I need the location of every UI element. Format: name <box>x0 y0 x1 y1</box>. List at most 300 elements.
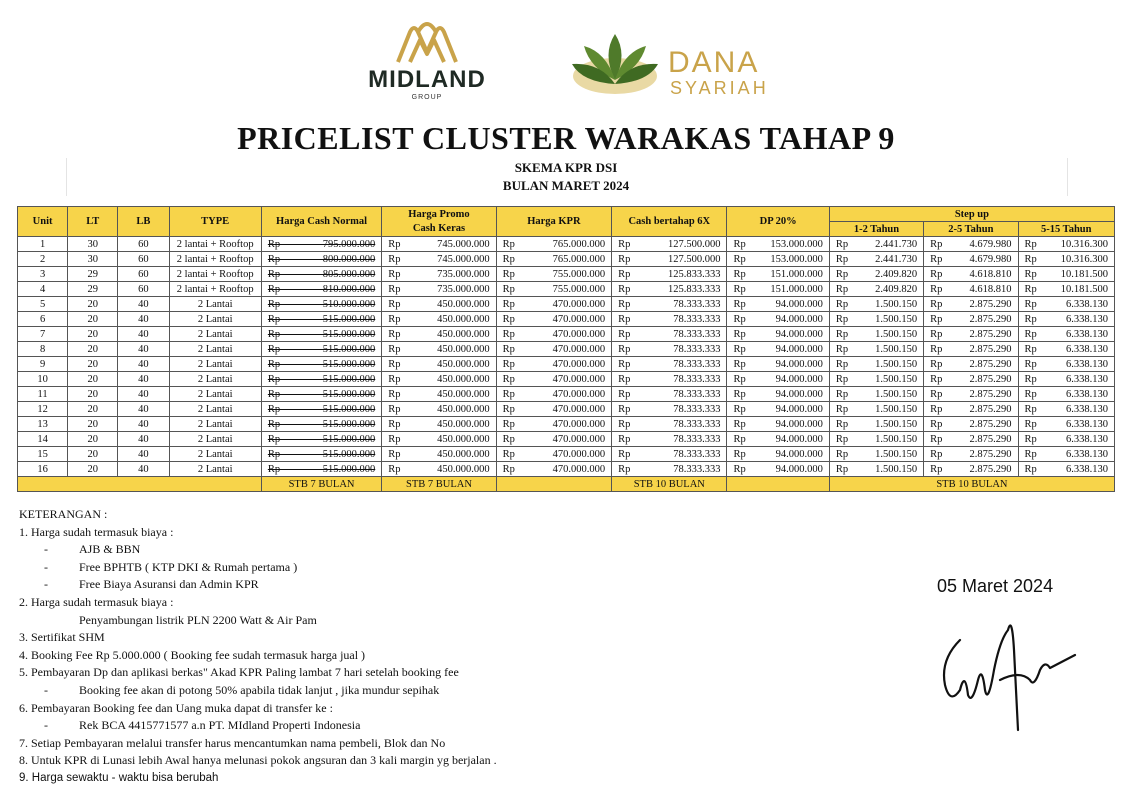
currency-label: Rp <box>930 283 943 295</box>
currency-label: Rp <box>1024 418 1037 430</box>
currency-label: Rp <box>733 343 746 355</box>
amount-value: 94.000.000 <box>775 433 823 445</box>
currency-label: Rp <box>1024 238 1037 250</box>
cell-s3 <box>1018 372 1115 387</box>
amount-value: 450.000.000 <box>437 313 490 325</box>
amount-value: 4.618.810 <box>969 268 1012 280</box>
amount-value: 755.000.000 <box>552 283 606 295</box>
amount-value: 78.333.333 <box>673 388 721 400</box>
amount-value: 470.000.000 <box>552 433 606 445</box>
cell-lb: 40 <box>118 372 169 387</box>
bullet-dash: - <box>44 559 48 574</box>
currency-label: Rp <box>733 418 746 430</box>
cell-dp <box>727 357 829 372</box>
currency-label: Rp <box>388 343 401 355</box>
amount-value: 1.500.150 <box>875 358 918 370</box>
currency-label: Rp <box>1024 388 1037 400</box>
cell-s1 <box>829 447 923 462</box>
col-lt: LT <box>68 207 118 237</box>
currency-label: Rp <box>733 268 746 280</box>
amount-value: 2.875.290 <box>969 463 1012 475</box>
amount-value: 6.338.130 <box>1066 448 1108 460</box>
cell-lt: 20 <box>68 432 118 447</box>
cell-s2 <box>924 312 1018 327</box>
amount-value: 470.000.000 <box>552 298 606 310</box>
cell-type: 2 Lantai <box>169 357 261 372</box>
note-5a <box>19 682 619 700</box>
cell-normal <box>261 267 381 282</box>
note-6: 6. Pembayaran Booking fee dan Uang muka dapat di transfer ke : <box>19 700 333 715</box>
cell-promo <box>382 327 496 342</box>
cell-kpr <box>496 267 611 282</box>
cell-dp <box>727 417 829 432</box>
amount-value: 2.875.290 <box>969 313 1012 325</box>
amount-value: 515.000.000 <box>322 328 376 340</box>
note-4: 4. Booking Fee Rp 5.000.000 ( Booking fee sudah termasuk harga jual ) <box>19 647 366 662</box>
cell-s2 <box>924 252 1018 267</box>
cell-unit: 3 <box>18 267 68 282</box>
amount-value: 1.500.150 <box>875 388 918 400</box>
amount-value: 78.333.333 <box>673 403 721 415</box>
cell-promo <box>382 342 496 357</box>
note-1b-text: Free BPHTB ( KTP DKI & Rumah pertama ) <box>79 559 298 574</box>
col-stepup-3: 5-15 Tahun <box>1018 222 1115 237</box>
cell-promo <box>382 402 496 417</box>
bullet-dash: - <box>44 718 48 733</box>
cell-type: 2 Lantai <box>169 447 261 462</box>
currency-label: Rp <box>618 463 631 475</box>
amount-value: 127.500.000 <box>667 253 721 265</box>
cell-s3 <box>1018 267 1115 282</box>
table-body <box>18 237 1115 477</box>
amount-value: 94.000.000 <box>775 418 823 430</box>
currency-label: Rp <box>733 403 746 415</box>
currency-label: Rp <box>388 358 401 370</box>
table-row <box>18 297 1115 312</box>
cell-bertahap <box>612 402 727 417</box>
cell-lb: 60 <box>118 237 169 252</box>
cell-bertahap <box>612 342 727 357</box>
currency-label: Rp <box>733 463 746 475</box>
amount-value: 470.000.000 <box>552 418 606 430</box>
cell-bertahap <box>612 357 727 372</box>
logo-bar <box>0 18 1132 113</box>
cell-type: 2 lantai + Rooftop <box>169 282 261 297</box>
cell-s3 <box>1018 402 1115 417</box>
cell-normal <box>261 462 381 477</box>
currency-label: Rp <box>733 238 746 250</box>
cell-s2 <box>924 327 1018 342</box>
cell-unit: 16 <box>18 462 68 477</box>
cell-dp <box>727 342 829 357</box>
currency-label: Rp <box>267 448 281 460</box>
amount-value: 515.000.000 <box>322 433 376 445</box>
currency-label: Rp <box>1024 298 1037 310</box>
cell-promo <box>382 357 496 372</box>
table-row <box>18 342 1115 357</box>
amount-value: 10.181.500 <box>1060 268 1108 280</box>
cell-normal <box>261 402 381 417</box>
amount-value: 153.000.000 <box>770 238 823 250</box>
cell-normal <box>261 372 381 387</box>
amount-value: 450.000.000 <box>437 328 490 340</box>
cell-dp <box>727 312 829 327</box>
currency-label: Rp <box>835 418 849 430</box>
cell-lt: 20 <box>68 387 118 402</box>
cell-lb: 40 <box>118 417 169 432</box>
amount-value: 6.338.130 <box>1066 343 1108 355</box>
note-1a-text: AJB & BBN <box>79 542 141 557</box>
cell-lb: 40 <box>118 357 169 372</box>
cell-bertahap <box>612 312 727 327</box>
cell-promo <box>382 417 496 432</box>
currency-label: Rp <box>267 433 281 445</box>
amount-value: 6.338.130 <box>1066 328 1108 340</box>
syariah-word: SYARIAH <box>670 78 769 98</box>
amount-value: 4.679.980 <box>969 238 1012 250</box>
amount-value: 810.000.000 <box>322 283 376 295</box>
currency-label: Rp <box>618 358 631 370</box>
currency-label: Rp <box>388 283 401 295</box>
amount-value: 515.000.000 <box>322 313 376 325</box>
cell-s1 <box>829 417 923 432</box>
amount-value: 2.875.290 <box>969 358 1012 370</box>
amount-value: 2.441.730 <box>875 253 918 265</box>
amount-value: 800.000.000 <box>322 253 376 265</box>
amount-value: 450.000.000 <box>437 448 490 460</box>
cell-type: 2 lantai + Rooftop <box>169 252 261 267</box>
amount-value: 755.000.000 <box>552 268 606 280</box>
signature-icon <box>930 610 1080 740</box>
col-stepup: Step up <box>829 207 1114 222</box>
note-1a <box>19 541 619 559</box>
cell-lb: 40 <box>118 312 169 327</box>
currency-label: Rp <box>835 328 849 340</box>
amount-value: 470.000.000 <box>552 343 606 355</box>
currency-label: Rp <box>618 238 631 250</box>
cell-kpr <box>496 432 611 447</box>
amount-value: 1.500.150 <box>875 418 918 430</box>
currency-label: Rp <box>930 343 943 355</box>
currency-label: Rp <box>835 373 849 385</box>
cell-s1 <box>829 387 923 402</box>
cell-bertahap <box>612 417 727 432</box>
cell-promo <box>382 432 496 447</box>
cell-dp <box>727 462 829 477</box>
cell-kpr <box>496 402 611 417</box>
currency-label: Rp <box>502 418 515 430</box>
cell-unit: 7 <box>18 327 68 342</box>
cell-dp <box>727 387 829 402</box>
cell-dp <box>727 267 829 282</box>
cell-normal <box>261 417 381 432</box>
currency-label: Rp <box>1024 448 1037 460</box>
currency-label: Rp <box>388 403 401 415</box>
cell-s1 <box>829 357 923 372</box>
midland-logo <box>362 18 492 113</box>
amount-value: 1.500.150 <box>875 343 918 355</box>
amount-value: 78.333.333 <box>673 433 721 445</box>
amount-value: 1.500.150 <box>875 373 918 385</box>
cell-promo <box>382 237 496 252</box>
currency-label: Rp <box>267 313 281 325</box>
cell-s3 <box>1018 462 1115 477</box>
cell-normal <box>261 342 381 357</box>
amount-value: 795.000.000 <box>322 238 376 250</box>
cell-s2 <box>924 387 1018 402</box>
currency-label: Rp <box>267 358 281 370</box>
cell-type: 2 Lantai <box>169 432 261 447</box>
cell-normal <box>261 252 381 267</box>
amount-value: 515.000.000 <box>322 358 376 370</box>
cell-normal <box>261 312 381 327</box>
currency-label: Rp <box>388 463 401 475</box>
amount-value: 94.000.000 <box>775 298 823 310</box>
cell-unit: 8 <box>18 342 68 357</box>
cell-lb: 40 <box>118 342 169 357</box>
amount-value: 6.338.130 <box>1066 298 1108 310</box>
cell-dp <box>727 297 829 312</box>
note-1b <box>19 559 619 577</box>
amount-value: 450.000.000 <box>437 403 490 415</box>
currency-label: Rp <box>502 238 515 250</box>
cell-lt: 20 <box>68 372 118 387</box>
table-row <box>18 327 1115 342</box>
currency-label: Rp <box>733 298 746 310</box>
amount-value: 450.000.000 <box>437 463 490 475</box>
cell-s3 <box>1018 312 1115 327</box>
table-row <box>18 237 1115 252</box>
cell-unit: 14 <box>18 432 68 447</box>
cell-dp <box>727 327 829 342</box>
cell-type: 2 lantai + Rooftop <box>169 267 261 282</box>
cell-lb: 60 <box>118 267 169 282</box>
dana-syariah-logo <box>570 28 790 108</box>
cell-promo <box>382 252 496 267</box>
amount-value: 6.338.130 <box>1066 313 1108 325</box>
currency-label: Rp <box>835 313 849 325</box>
currency-label: Rp <box>930 433 943 445</box>
amount-value: 94.000.000 <box>775 328 823 340</box>
cell-lb: 40 <box>118 387 169 402</box>
currency-label: Rp <box>1024 268 1037 280</box>
currency-label: Rp <box>502 463 515 475</box>
cell-s1 <box>829 252 923 267</box>
currency-label: Rp <box>930 253 943 265</box>
currency-label: Rp <box>388 268 401 280</box>
currency-label: Rp <box>502 403 515 415</box>
footer-dp <box>727 477 829 492</box>
cell-bertahap <box>612 387 727 402</box>
cell-lt: 20 <box>68 342 118 357</box>
col-bertahap: Cash bertahap 6X <box>612 207 727 237</box>
cell-type: 2 Lantai <box>169 387 261 402</box>
cell-s1 <box>829 342 923 357</box>
note-1c-text: Free Biaya Asuransi dan Admin KPR <box>79 577 259 592</box>
cell-lt: 20 <box>68 417 118 432</box>
footer-stepup: STB 10 BULAN <box>829 477 1114 492</box>
table-header-row <box>18 207 1115 222</box>
cell-kpr <box>496 447 611 462</box>
cell-type: 2 Lantai <box>169 297 261 312</box>
currency-label: Rp <box>502 253 515 265</box>
amount-value: 6.338.130 <box>1066 463 1108 475</box>
amount-value: 515.000.000 <box>322 373 376 385</box>
amount-value: 450.000.000 <box>437 433 490 445</box>
cell-s3 <box>1018 447 1115 462</box>
cell-type: 2 lantai + Rooftop <box>169 237 261 252</box>
notes-section <box>19 506 619 788</box>
cell-s2 <box>924 342 1018 357</box>
currency-label: Rp <box>388 388 401 400</box>
cell-normal <box>261 327 381 342</box>
amount-value: 470.000.000 <box>552 388 606 400</box>
period-subtitle: BULAN MARET 2024 <box>502 178 630 193</box>
cell-s2 <box>924 237 1018 252</box>
amount-value: 6.338.130 <box>1066 433 1108 445</box>
cell-lb: 40 <box>118 297 169 312</box>
amount-value: 6.338.130 <box>1066 418 1108 430</box>
amount-value: 6.338.130 <box>1066 358 1108 370</box>
col-type: TYPE <box>169 207 261 237</box>
col-promo-line1: Harga Promo <box>408 208 470 220</box>
cell-bertahap <box>612 447 727 462</box>
cell-kpr <box>496 462 611 477</box>
currency-label: Rp <box>618 433 631 445</box>
cell-kpr <box>496 312 611 327</box>
amount-value: 470.000.000 <box>552 463 606 475</box>
amount-value: 2.441.730 <box>875 238 918 250</box>
col-unit: Unit <box>18 207 68 237</box>
table-row <box>18 387 1115 402</box>
currency-label: Rp <box>267 418 281 430</box>
amount-value: 2.875.290 <box>969 388 1012 400</box>
currency-label: Rp <box>502 268 515 280</box>
currency-label: Rp <box>1024 313 1037 325</box>
currency-label: Rp <box>502 283 515 295</box>
currency-label: Rp <box>733 283 746 295</box>
cell-s1 <box>829 432 923 447</box>
midland-emblem-icon <box>392 18 462 68</box>
bullet-dash: - <box>44 577 48 592</box>
cell-lb: 40 <box>118 402 169 417</box>
amount-value: 2.409.820 <box>875 283 918 295</box>
cell-dp <box>727 282 829 297</box>
amount-value: 94.000.000 <box>775 388 823 400</box>
amount-value: 10.316.300 <box>1060 238 1108 250</box>
cell-type: 2 Lantai <box>169 327 261 342</box>
currency-label: Rp <box>733 433 746 445</box>
currency-label: Rp <box>1024 343 1037 355</box>
currency-label: Rp <box>930 238 943 250</box>
cell-s3 <box>1018 357 1115 372</box>
col-stepup-1: 1-2 Tahun <box>829 222 923 237</box>
cell-lt: 20 <box>68 357 118 372</box>
currency-label: Rp <box>502 373 515 385</box>
cell-promo <box>382 462 496 477</box>
note-2a: Penyambungan listrik PLN 2200 Watt & Air Pam <box>79 612 317 627</box>
cell-s2 <box>924 402 1018 417</box>
currency-label: Rp <box>1024 253 1037 265</box>
currency-label: Rp <box>1024 403 1037 415</box>
currency-label: Rp <box>930 268 943 280</box>
cell-lb: 40 <box>118 327 169 342</box>
amount-value: 470.000.000 <box>552 358 606 370</box>
amount-value: 1.500.150 <box>875 463 918 475</box>
amount-value: 2.875.290 <box>969 298 1012 310</box>
cell-unit: 2 <box>18 252 68 267</box>
currency-label: Rp <box>388 448 401 460</box>
cell-bertahap <box>612 252 727 267</box>
cell-promo <box>382 267 496 282</box>
cell-s2 <box>924 432 1018 447</box>
cell-bertahap <box>612 432 727 447</box>
cell-bertahap <box>612 327 727 342</box>
cell-s3 <box>1018 252 1115 267</box>
cell-s2 <box>924 297 1018 312</box>
cell-normal <box>261 432 381 447</box>
currency-label: Rp <box>1024 433 1037 445</box>
dana-word: DANA <box>668 46 760 79</box>
currency-label: Rp <box>930 388 943 400</box>
currency-label: Rp <box>267 388 281 400</box>
cell-dp <box>727 447 829 462</box>
cell-dp <box>727 402 829 417</box>
cell-s3 <box>1018 297 1115 312</box>
amount-value: 2.875.290 <box>969 328 1012 340</box>
footer-empty <box>18 477 262 492</box>
currency-label: Rp <box>502 298 515 310</box>
cell-unit: 10 <box>18 372 68 387</box>
cell-bertahap <box>612 237 727 252</box>
bullet-dash: - <box>44 682 48 697</box>
currency-label: Rp <box>835 433 849 445</box>
cell-s2 <box>924 357 1018 372</box>
signature-date: 05 Maret 2024 <box>937 576 1054 596</box>
table-row <box>18 402 1115 417</box>
cell-kpr <box>496 342 611 357</box>
amount-value: 6.338.130 <box>1066 373 1108 385</box>
currency-label: Rp <box>733 388 746 400</box>
currency-label: Rp <box>388 313 401 325</box>
cell-lb: 40 <box>118 447 169 462</box>
currency-label: Rp <box>267 298 281 310</box>
currency-label: Rp <box>267 283 281 295</box>
col-dp: DP 20% <box>727 207 829 237</box>
amount-value: 515.000.000 <box>322 403 376 415</box>
amount-value: 94.000.000 <box>775 343 823 355</box>
currency-label: Rp <box>267 373 281 385</box>
cell-bertahap <box>612 462 727 477</box>
amount-value: 510.000.000 <box>322 298 376 310</box>
amount-value: 765.000.000 <box>552 253 606 265</box>
cell-s3 <box>1018 432 1115 447</box>
currency-label: Rp <box>1024 328 1037 340</box>
amount-value: 78.333.333 <box>673 328 721 340</box>
cell-normal <box>261 447 381 462</box>
currency-label: Rp <box>1024 373 1037 385</box>
table-row <box>18 282 1115 297</box>
amount-value: 10.181.500 <box>1060 283 1108 295</box>
currency-label: Rp <box>267 238 281 250</box>
currency-label: Rp <box>930 328 943 340</box>
currency-label: Rp <box>267 328 281 340</box>
cell-lt: 20 <box>68 447 118 462</box>
cell-s2 <box>924 282 1018 297</box>
currency-label: Rp <box>618 268 631 280</box>
cell-s2 <box>924 462 1018 477</box>
currency-label: Rp <box>930 298 943 310</box>
